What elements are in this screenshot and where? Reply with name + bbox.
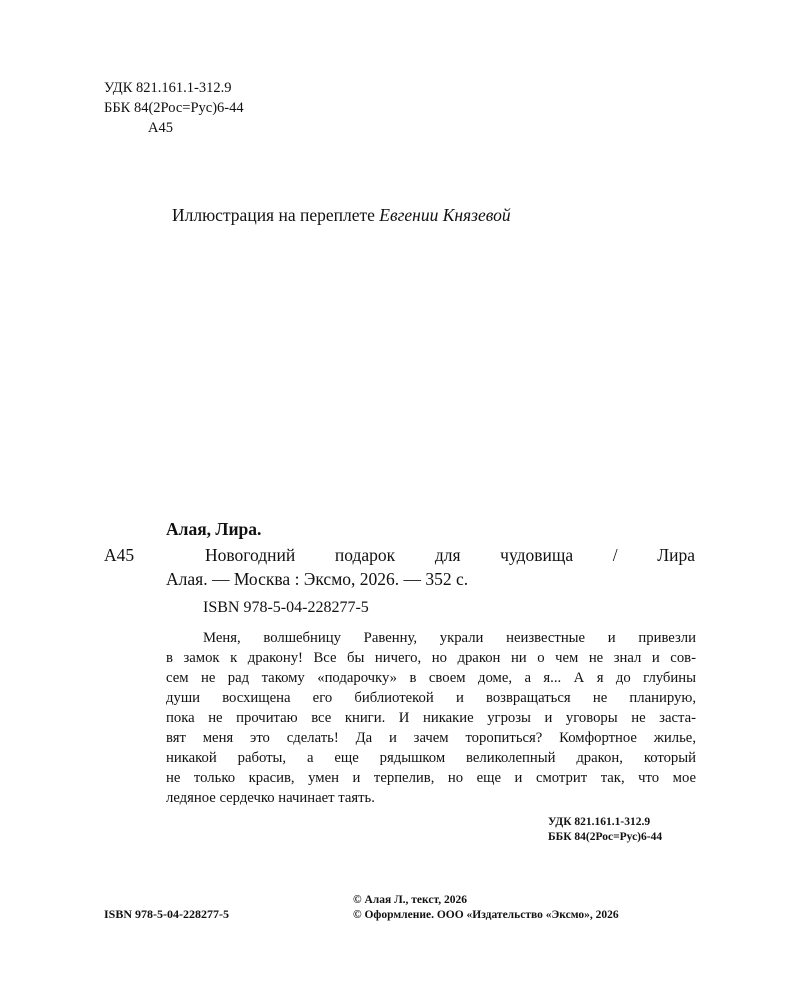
udk-code-bottom: УДК 821.161.1-312.9 bbox=[548, 816, 651, 828]
author-heading: Алая, Лира. bbox=[166, 519, 262, 539]
udk-code: УДК 821.161.1-312.9 bbox=[104, 80, 232, 96]
annotation-line: Меня, волшебницу Равенну, украли неизвестные и привезли bbox=[203, 630, 696, 646]
bbk-code: ББК 84(2Рос=Рус)6-44 bbox=[104, 100, 244, 116]
classification-block-top bbox=[104, 78, 244, 138]
bbk-code-bottom: ББК 84(2Рос=Рус)6-44 bbox=[548, 831, 663, 843]
copyright-block bbox=[353, 893, 619, 923]
author-mark: А45 bbox=[148, 120, 173, 136]
annotation bbox=[166, 628, 696, 808]
annotation-line: ледяное сердечко начинает таять. bbox=[166, 790, 375, 806]
annotation-line: пока не прочитаю все книги. И никакие угрозы и уговоры не заста- bbox=[166, 710, 696, 726]
isbn: ISBN 978-5-04-228277-5 bbox=[203, 599, 369, 616]
illustration-artist: Евгении Князевой bbox=[379, 205, 511, 225]
annotation-line: не только красив, умен и терпелив, но еще и смотрит так, что мое bbox=[166, 770, 696, 786]
classification-block-bottom bbox=[548, 815, 662, 845]
copyright-text: © Алая Л., текст, 2026 bbox=[353, 894, 467, 906]
annotation-line: вят меня это сделать! Да и зачем торопиться? Комфортное жилье, bbox=[166, 730, 696, 746]
annotation-line: никакой работы, а еще рядышком великолепный дракон, который bbox=[166, 750, 696, 766]
author-mark-bibliographic: А45 bbox=[104, 545, 135, 565]
isbn-footer: ISBN 978-5-04-228277-5 bbox=[104, 907, 229, 921]
annotation-line: души восхищена его библиотекой и возвращаться не планирую, bbox=[166, 690, 696, 706]
illustration-prefix: Иллюстрация на переплете bbox=[172, 205, 380, 225]
title-line-2: Алая. — Москва : Эксмо, 2026. — 352 с. bbox=[166, 569, 469, 589]
copyright-design: © Оформление. ООО «Издательство «Эксмо», 2026 bbox=[353, 909, 619, 921]
title-line-1: Новогодний подарок для чудовища / Лира bbox=[205, 545, 695, 565]
illustration-credit bbox=[172, 205, 511, 226]
annotation-line: сем не рад такому «подарочку» в своем доме, а я... А я до глубины bbox=[166, 670, 696, 686]
annotation-line: в замок к дракону! Все бы ничего, но дракон ни о чем не знал и сов- bbox=[166, 650, 696, 666]
